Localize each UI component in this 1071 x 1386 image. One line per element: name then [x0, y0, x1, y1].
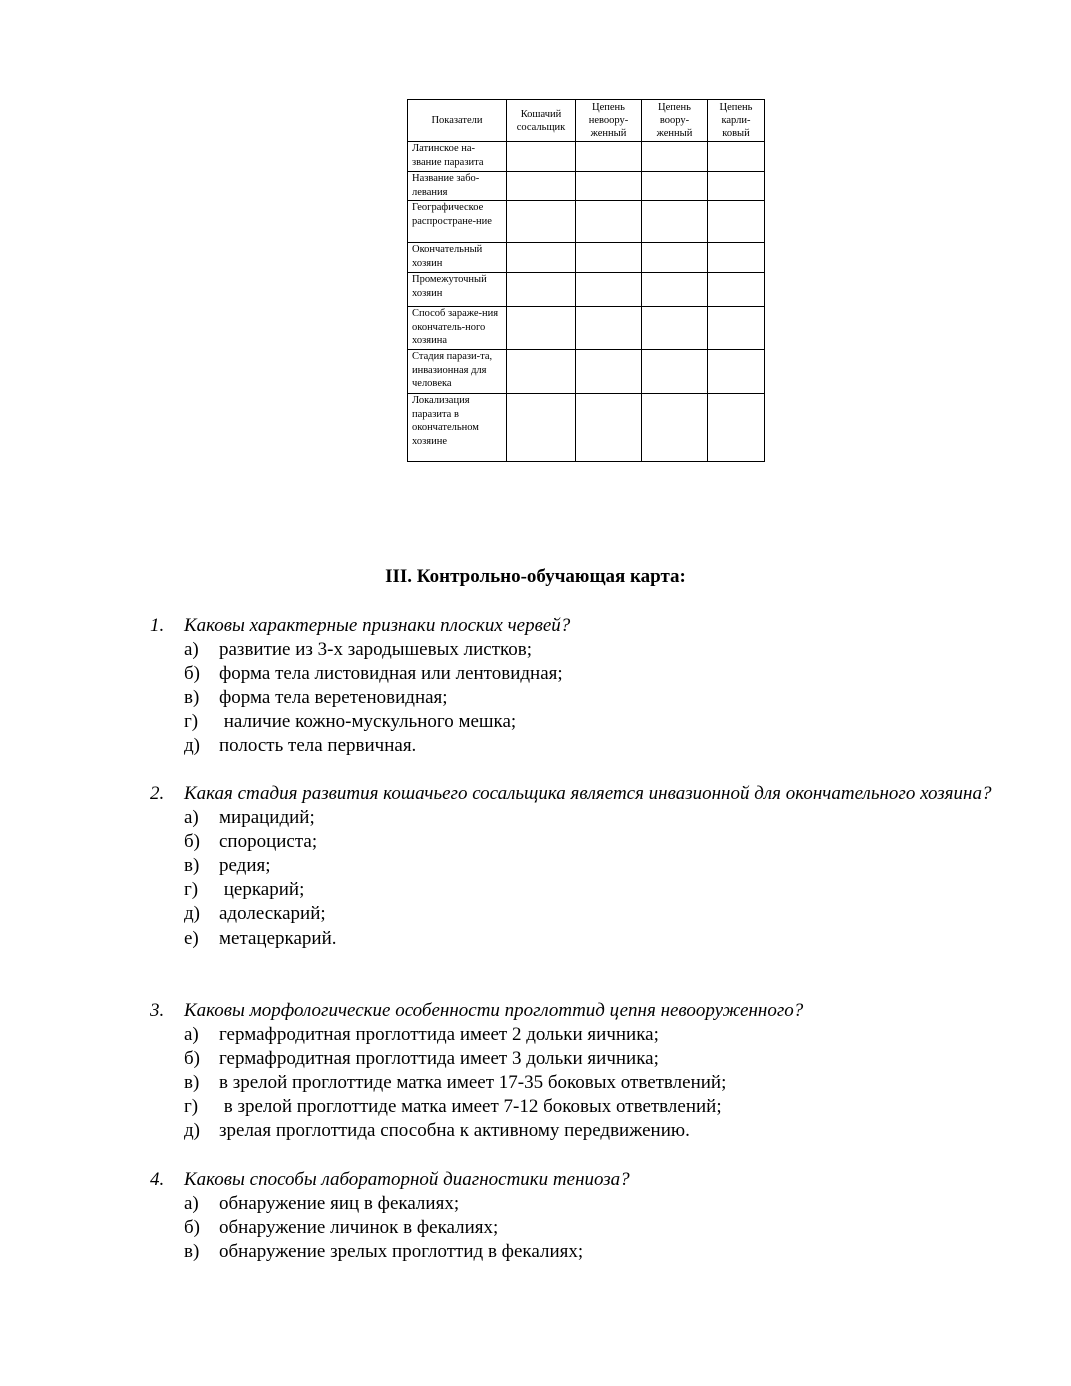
option-letter: а): [184, 807, 199, 829]
answer-option: [0, 662, 1071, 686]
row-label-invasive-stage: Стадия парази-та, инвазионная для человека: [408, 350, 507, 394]
answer-option: [0, 927, 1071, 951]
option-letter: в): [184, 687, 200, 709]
option-letter: а): [184, 1024, 199, 1046]
answer-option: [0, 902, 1071, 926]
question-label: Какая стадия развития кошачьего сосальщика является инвазионной для окончательного хозяина?: [184, 783, 992, 804]
option-text: форма тела веретеновидная;: [219, 687, 448, 709]
header-dwarf-tapeworm: Цепень карли-ковый: [708, 100, 765, 142]
row-label-geography: Географическое распростране-ние: [408, 201, 507, 243]
question-number: 3.: [150, 1000, 165, 1021]
question-2: [0, 782, 1071, 951]
answer-option: [0, 686, 1071, 710]
row-label-disease-name: Название забо-левания: [408, 172, 507, 201]
option-letter: е): [184, 927, 199, 949]
question-4: [0, 1168, 1071, 1264]
question-number: 4.: [150, 1169, 165, 1190]
row-label-localization: Локализация паразита в окончательном хозяине: [408, 394, 507, 462]
answer-option: [0, 1240, 1071, 1264]
header-pork-tapeworm: Цепень воору-женный: [642, 100, 708, 142]
table-row: [408, 273, 765, 307]
option-letter: б): [184, 831, 200, 853]
question-text: [0, 1168, 1071, 1192]
option-text: обнаружение яиц в фекалиях;: [219, 1193, 460, 1215]
empty-cell: [708, 172, 765, 201]
question-label: Каковы характерные признаки плоских червей?: [184, 615, 571, 636]
option-text: в зрелой проглоттиде матка имеет 7-12 боковых ответвлений;: [219, 1096, 722, 1118]
table-row: [408, 307, 765, 350]
option-text: полость тела первичная.: [219, 735, 417, 757]
empty-cell: [507, 307, 576, 350]
answer-option: [0, 1047, 1071, 1071]
answer-option: [0, 806, 1071, 830]
question-text: [0, 782, 1071, 806]
empty-cell: [642, 243, 708, 273]
empty-cell: [507, 172, 576, 201]
option-text: наличие кожно-мускульного мешка;: [219, 711, 517, 733]
empty-cell: [642, 307, 708, 350]
table-row: [408, 394, 765, 462]
table-header-row: [408, 100, 765, 142]
empty-cell: [642, 142, 708, 172]
empty-cell: [576, 243, 642, 273]
option-text: в зрелой проглоттиде матка имеет 17-35 боковых ответвлений;: [219, 1072, 727, 1094]
option-text: метацеркарий.: [219, 927, 337, 949]
option-letter: д): [184, 1120, 200, 1142]
empty-cell: [708, 273, 765, 307]
question-number: 2.: [150, 783, 165, 804]
empty-cell: [507, 350, 576, 394]
empty-cell: [507, 243, 576, 273]
option-text: спороциста;: [219, 831, 318, 853]
empty-cell: [576, 307, 642, 350]
answer-option: [0, 1192, 1071, 1216]
empty-cell: [642, 201, 708, 243]
question-number: 1.: [150, 615, 165, 636]
option-letter: в): [184, 1241, 200, 1263]
empty-cell: [708, 142, 765, 172]
table-row: [408, 201, 765, 243]
option-letter: б): [184, 1048, 200, 1070]
answer-option: [0, 1216, 1071, 1240]
empty-cell: [576, 172, 642, 201]
answer-option: [0, 638, 1071, 662]
table-row: [408, 172, 765, 201]
option-letter: г): [184, 879, 199, 901]
section-title: III. Контрольно-обучающая карта:: [385, 566, 686, 587]
answer-option: [0, 830, 1071, 854]
answer-option: [0, 878, 1071, 902]
answer-option: [0, 1119, 1071, 1143]
option-letter: в): [184, 855, 200, 877]
parasites-table: [407, 99, 765, 462]
empty-cell: [507, 142, 576, 172]
question-label: Каковы способы лабораторной диагностики тениоза?: [184, 1169, 630, 1190]
option-text: обнаружение зрелых проглоттид в фекалиях;: [219, 1241, 584, 1263]
answer-option: [0, 1095, 1071, 1119]
question-3: [0, 999, 1071, 1144]
question-label: Каковы морфологические особенности проглоттид цепня невооруженного?: [184, 1000, 804, 1021]
option-text: мирацидий;: [219, 807, 315, 829]
empty-cell: [708, 243, 765, 273]
empty-cell: [576, 273, 642, 307]
option-letter: б): [184, 1217, 200, 1239]
row-label-infection-route: Способ зараже-ния окончатель-ного хозяина: [408, 307, 507, 350]
option-letter: д): [184, 903, 200, 925]
option-text: гермафродитная проглоттида имеет 2 дольки яичника;: [219, 1024, 659, 1046]
table-row: [408, 142, 765, 172]
empty-cell: [708, 307, 765, 350]
option-letter: г): [184, 1096, 199, 1118]
option-letter: д): [184, 735, 200, 757]
question-text: [0, 614, 1071, 638]
option-text: обнаружение личинок в фекалиях;: [219, 1217, 499, 1239]
row-label-definitive-host: Окончательный хозяин: [408, 243, 507, 273]
question-text: [0, 999, 1071, 1023]
empty-cell: [642, 350, 708, 394]
empty-cell: [642, 394, 708, 462]
option-letter: а): [184, 639, 199, 661]
empty-cell: [642, 273, 708, 307]
empty-cell: [708, 201, 765, 243]
option-letter: а): [184, 1193, 199, 1215]
answer-option: [0, 710, 1071, 734]
option-letter: б): [184, 663, 200, 685]
header-cat-fluke: Кошачий сосальщик: [507, 100, 576, 142]
option-text: церкарий;: [219, 879, 305, 901]
option-text: гермафродитная проглоттида имеет 3 дольки яичника;: [219, 1048, 659, 1070]
header-indicators: Показатели: [408, 100, 507, 142]
question-1: [0, 614, 1071, 759]
empty-cell: [642, 172, 708, 201]
empty-cell: [576, 142, 642, 172]
empty-cell: [507, 394, 576, 462]
option-text: адолескарий;: [219, 903, 326, 925]
option-text: редия;: [219, 855, 271, 877]
empty-cell: [576, 350, 642, 394]
empty-cell: [708, 394, 765, 462]
answer-option: [0, 854, 1071, 878]
row-label-intermediate-host: Промежуточный хозяин: [408, 273, 507, 307]
empty-cell: [507, 273, 576, 307]
option-text: форма тела листовидная или лентовидная;: [219, 663, 563, 685]
table-row: [408, 243, 765, 273]
answer-option: [0, 1023, 1071, 1047]
answer-option: [0, 734, 1071, 758]
empty-cell: [576, 201, 642, 243]
option-text: зрелая проглоттида способна к активному передвижению.: [219, 1120, 690, 1142]
answer-option: [0, 1071, 1071, 1095]
row-label-latin-name: Латинское на-звание паразита: [408, 142, 507, 172]
option-text: развитие из 3-х зародышевых листков;: [219, 639, 533, 661]
empty-cell: [507, 201, 576, 243]
empty-cell: [576, 394, 642, 462]
option-letter: в): [184, 1072, 200, 1094]
empty-cell: [708, 350, 765, 394]
table-row: [408, 350, 765, 394]
header-beef-tapeworm: Цепень невоору-женный: [576, 100, 642, 142]
option-letter: г): [184, 711, 199, 733]
